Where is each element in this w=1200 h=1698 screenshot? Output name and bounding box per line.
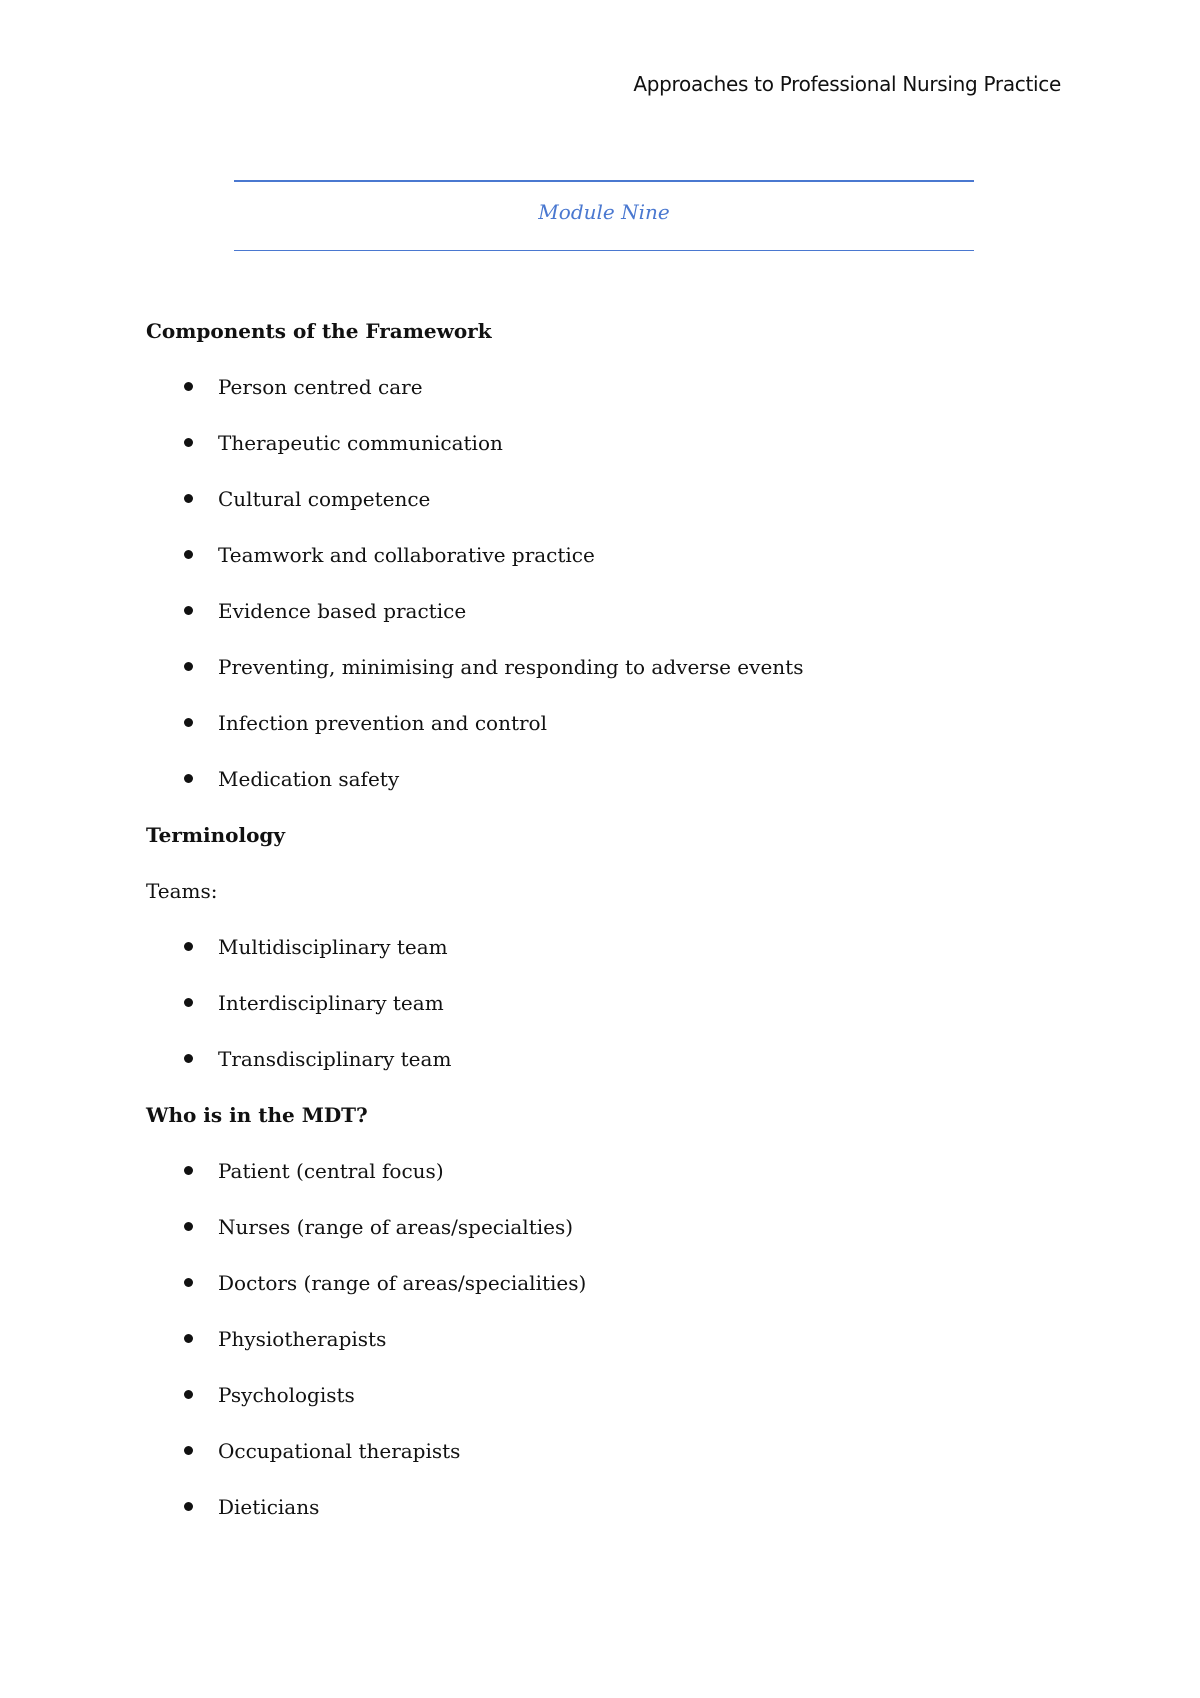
list-item-text: Interdisciplinary team [218,991,444,1015]
list-item [146,540,1046,596]
section-heading-components: Components of the Framework [146,319,492,343]
list-item-text: Dieticians [218,1495,320,1519]
bullet-icon [184,942,193,951]
list-item [146,484,1046,540]
bullet-icon [184,998,193,1007]
title-rule-bottom [234,250,974,251]
list-item [146,652,1046,708]
bullet-icon [184,494,193,503]
list-item-text: Nurses (range of areas/specialties) [218,1215,574,1239]
section-heading-mdt: Who is in the MDT? [146,1103,368,1127]
list-item-text: Multidisciplinary team [218,935,448,959]
bullet-icon [184,1446,193,1455]
list-item [146,1156,1046,1212]
bullet-icon [184,438,193,447]
list-item [146,932,1046,988]
bullet-icon [184,1278,193,1287]
module-title-block [234,180,974,252]
mdt-members-list [146,1156,1046,1548]
bullet-icon [184,718,193,727]
components-list [146,372,1046,820]
list-item [146,1436,1046,1492]
list-item [146,708,1046,764]
list-item-text: Doctors (range of areas/specialities) [218,1271,587,1295]
bullet-icon [184,1222,193,1231]
bullet-icon [184,382,193,391]
teams-label: Teams: [146,879,218,903]
bullet-icon [184,774,193,783]
bullet-icon [184,1054,193,1063]
document-body [146,316,1046,1548]
bullet-icon [184,1166,193,1175]
title-rule-top [234,180,974,182]
list-item-text: Person centred care [218,375,423,399]
list-item-text: Patient (central focus) [218,1159,444,1183]
list-item-text: Infection prevention and control [218,711,547,735]
bullet-icon [184,550,193,559]
bullet-icon [184,1390,193,1399]
bullet-icon [184,662,193,671]
bullet-icon [184,1334,193,1343]
list-item [146,1380,1046,1436]
list-item [146,988,1046,1044]
bullet-icon [184,606,193,615]
list-item [146,1324,1046,1380]
teams-list [146,932,1046,1100]
list-item [146,1492,1046,1548]
list-item-text: Evidence based practice [218,599,467,623]
list-item-text: Psychologists [218,1383,355,1407]
list-item-text: Physiotherapists [218,1327,387,1351]
list-item-text: Teamwork and collaborative practice [218,543,595,567]
list-item-text: Transdisciplinary team [218,1047,452,1071]
list-item [146,764,1046,820]
list-item-text: Preventing, minimising and responding to adverse events [218,655,804,679]
list-item-text: Cultural competence [218,487,431,511]
list-item [146,428,1046,484]
list-item [146,596,1046,652]
section-heading-terminology: Terminology [146,823,286,847]
running-header: Approaches to Professional Nursing Practice [633,72,1061,96]
bullet-icon [184,1502,193,1511]
list-item-text: Medication safety [218,767,400,791]
list-item [146,372,1046,428]
list-item-text: Therapeutic communication [218,431,503,455]
list-item [146,1268,1046,1324]
module-title: Module Nine [538,200,670,224]
list-item [146,1044,1046,1100]
list-item-text: Occupational therapists [218,1439,461,1463]
list-item [146,1212,1046,1268]
